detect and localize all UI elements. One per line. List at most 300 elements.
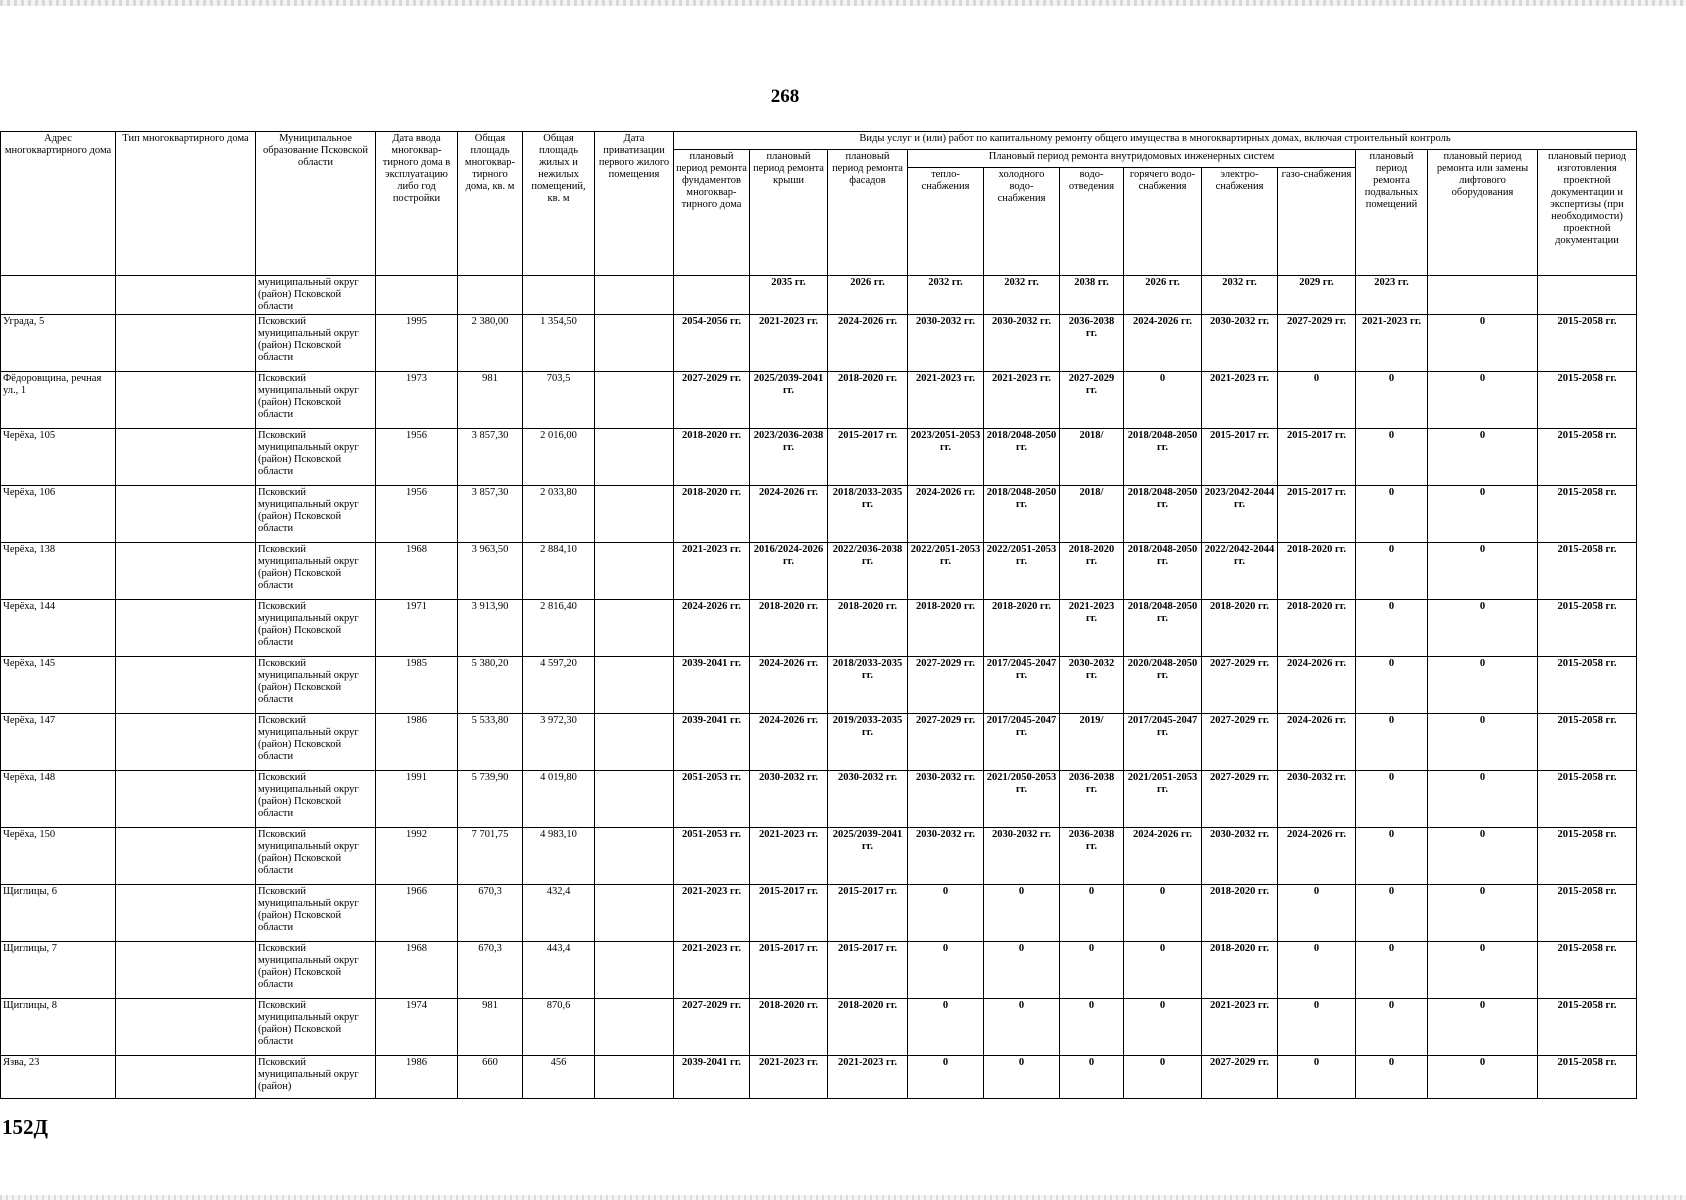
cell-cold-water: 0 (984, 885, 1060, 942)
table-body (1, 276, 1637, 1099)
header-facade: плановый период ремонта фасадов (828, 150, 908, 276)
cell-heat: 2027-2029 гг. (908, 657, 984, 714)
scan-edge-bottom (0, 1195, 1686, 1200)
cell-living-area (523, 276, 595, 315)
cell-elevator: 0 (1428, 714, 1538, 771)
cell-privatization (595, 315, 674, 372)
cell-electric: 2018-2020 гг. (1202, 885, 1278, 942)
cell-address: Черёха, 145 (1, 657, 116, 714)
cell-total-area: 3 913,90 (458, 600, 523, 657)
cell-living-area: 4 019,80 (523, 771, 595, 828)
cell-cold-water: 2022/2051-2053 гг. (984, 543, 1060, 600)
cell-foundation: 2021-2023 гг. (674, 942, 750, 999)
cell-address: Черёха, 148 (1, 771, 116, 828)
cell-basement: 0 (1356, 885, 1428, 942)
cell-sewer: 2038 гг. (1060, 276, 1124, 315)
cell-basement: 0 (1356, 714, 1428, 771)
cell-year: 1968 (376, 942, 458, 999)
cell-address: Щиглицы, 8 (1, 999, 116, 1056)
header-roof: плановый период ремонта крыши (750, 150, 828, 276)
cell-living-area: 456 (523, 1056, 595, 1099)
header-total-area: Общая площадь многоквар-тирного дома, кв. м (458, 132, 523, 276)
cell-foundation: 2051-2053 гг. (674, 828, 750, 885)
cell-cold-water: 2021-2023 гг. (984, 372, 1060, 429)
cell-sewer: 0 (1060, 942, 1124, 999)
cell-sewer: 2030-2032 гг. (1060, 657, 1124, 714)
cell-privatization (595, 942, 674, 999)
cell-design (1538, 276, 1637, 315)
cell-gas: 2030-2032 гг. (1278, 771, 1356, 828)
cell-total-area: 670,3 (458, 885, 523, 942)
cell-year: 1992 (376, 828, 458, 885)
cell-privatization (595, 372, 674, 429)
cell-elevator: 0 (1428, 1056, 1538, 1099)
cell-municipality: муниципальный округ (район) Псковской области (256, 276, 376, 315)
cell-elevator: 0 (1428, 999, 1538, 1056)
cell-living-area: 2 033,80 (523, 486, 595, 543)
cell-roof: 2021-2023 гг. (750, 315, 828, 372)
cell-electric: 2021-2023 гг. (1202, 999, 1278, 1056)
header-works-group: Виды услуг и (или) работ по капитальному ремонту общего имущества в многоквартирных домах, включая строительный контроль (674, 132, 1637, 150)
cell-foundation: 2039-2041 гг. (674, 714, 750, 771)
cell-hot-water: 2018/2048-2050 гг. (1124, 486, 1202, 543)
cell-year: 1956 (376, 486, 458, 543)
cell-cold-water: 2021/2050-2053 гг. (984, 771, 1060, 828)
cell-heat: 2022/2051-2053 гг. (908, 543, 984, 600)
cell-design: 2015-2058 гг. (1538, 771, 1637, 828)
cell-municipality: Псковский муниципальный округ (район) Псковской области (256, 372, 376, 429)
table-row (1, 999, 1637, 1056)
cell-foundation: 2054-2056 гг. (674, 315, 750, 372)
table-row (1, 486, 1637, 543)
cell-hot-water: 2018/2048-2050 гг. (1124, 543, 1202, 600)
cell-municipality: Псковский муниципальный округ (район) Псковской области (256, 885, 376, 942)
cell-cold-water: 2032 гг. (984, 276, 1060, 315)
cell-cold-water: 2030-2032 гг. (984, 315, 1060, 372)
cell-design: 2015-2058 гг. (1538, 657, 1637, 714)
cell-elevator: 0 (1428, 600, 1538, 657)
cell-heat: 2024-2026 гг. (908, 486, 984, 543)
cell-total-area: 7 701,75 (458, 828, 523, 885)
cell-privatization (595, 600, 674, 657)
cell-hot-water: 0 (1124, 1056, 1202, 1099)
cell-house-type (116, 714, 256, 771)
cell-foundation: 2021-2023 гг. (674, 543, 750, 600)
cell-cold-water: 0 (984, 942, 1060, 999)
cell-basement: 0 (1356, 429, 1428, 486)
cell-elevator: 0 (1428, 942, 1538, 999)
cell-facade: 2015-2017 гг. (828, 885, 908, 942)
cell-municipality: Псковский муниципальный округ (район) (256, 1056, 376, 1099)
scan-edge-top (0, 0, 1686, 6)
header-address: Адрес многоквартирного дома (1, 132, 116, 276)
cell-house-type (116, 543, 256, 600)
cell-gas: 2029 гг. (1278, 276, 1356, 315)
cell-basement: 0 (1356, 999, 1428, 1056)
table-row (1, 372, 1637, 429)
cell-facade: 2018-2020 гг. (828, 600, 908, 657)
cell-facade: 2018/2033-2035 гг. (828, 486, 908, 543)
cell-municipality: Псковский муниципальный округ (район) Псковской области (256, 942, 376, 999)
cell-roof: 2016/2024-2026 гг. (750, 543, 828, 600)
table-row (1, 828, 1637, 885)
cell-facade: 2015-2017 гг. (828, 429, 908, 486)
cell-address: Черёха, 138 (1, 543, 116, 600)
cell-design: 2015-2058 гг. (1538, 543, 1637, 600)
cell-heat: 2030-2032 гг. (908, 828, 984, 885)
cell-sewer: 2036-2038 гг. (1060, 771, 1124, 828)
cell-total-area: 5 533,80 (458, 714, 523, 771)
cell-address: Щиглицы, 7 (1, 942, 116, 999)
cell-gas: 2015-2017 гг. (1278, 486, 1356, 543)
cell-gas: 0 (1278, 942, 1356, 999)
cell-hot-water: 2018/2048-2050 гг. (1124, 600, 1202, 657)
header-living-area: Общая площадь жилых и нежилых помещений, кв. м (523, 132, 595, 276)
cell-municipality: Псковский муниципальный округ (район) Псковской области (256, 771, 376, 828)
cell-electric: 2023/2042-2044 гг. (1202, 486, 1278, 543)
cell-hot-water: 0 (1124, 942, 1202, 999)
cell-year: 1991 (376, 771, 458, 828)
cell-foundation: 2024-2026 гг. (674, 600, 750, 657)
cell-gas: 0 (1278, 372, 1356, 429)
header-sewer: водо-отведения (1060, 168, 1124, 276)
cell-living-area: 4 983,10 (523, 828, 595, 885)
cell-heat: 2030-2032 гг. (908, 771, 984, 828)
cell-elevator: 0 (1428, 885, 1538, 942)
cell-year: 1995 (376, 315, 458, 372)
cell-address: Черёха, 144 (1, 600, 116, 657)
cell-hot-water: 0 (1124, 999, 1202, 1056)
capital-repair-table (0, 131, 1637, 1099)
cell-gas: 0 (1278, 1056, 1356, 1099)
cell-living-area: 2 816,40 (523, 600, 595, 657)
cell-house-type (116, 885, 256, 942)
cell-roof: 2035 гг. (750, 276, 828, 315)
cell-foundation: 2039-2041 гг. (674, 1056, 750, 1099)
cell-total-area: 3 963,50 (458, 543, 523, 600)
cell-electric: 2018-2020 гг. (1202, 942, 1278, 999)
cell-electric: 2022/2042-2044 гг. (1202, 543, 1278, 600)
cell-hot-water: 2017/2045-2047 гг. (1124, 714, 1202, 771)
cell-design: 2015-2058 гг. (1538, 429, 1637, 486)
header-gas: газо-снабжения (1278, 168, 1356, 276)
cell-design: 2015-2058 гг. (1538, 942, 1637, 999)
cell-elevator: 0 (1428, 429, 1538, 486)
cell-house-type (116, 372, 256, 429)
cell-basement: 0 (1356, 600, 1428, 657)
cell-foundation: 2051-2053 гг. (674, 771, 750, 828)
cell-year: 1974 (376, 999, 458, 1056)
cell-design: 2015-2058 гг. (1538, 885, 1637, 942)
cell-design: 2015-2058 гг. (1538, 600, 1637, 657)
cell-hot-water: 2024-2026 гг. (1124, 315, 1202, 372)
cell-total-area: 5 739,90 (458, 771, 523, 828)
cell-year: 1966 (376, 885, 458, 942)
cell-total-area: 5 380,20 (458, 657, 523, 714)
cell-privatization (595, 429, 674, 486)
cell-address: Уграда, 5 (1, 315, 116, 372)
cell-sewer: 2019/ (1060, 714, 1124, 771)
cell-hot-water: 2021/2051-2053 гг. (1124, 771, 1202, 828)
cell-design: 2015-2058 гг. (1538, 486, 1637, 543)
cell-basement: 2021-2023 гг. (1356, 315, 1428, 372)
cell-basement: 0 (1356, 543, 1428, 600)
cell-privatization (595, 771, 674, 828)
cell-address: Черёха, 105 (1, 429, 116, 486)
cell-year: 1956 (376, 429, 458, 486)
cell-gas: 2015-2017 гг. (1278, 429, 1356, 486)
cell-facade: 2018-2020 гг. (828, 372, 908, 429)
cell-sewer: 2021-2023 гг. (1060, 600, 1124, 657)
cell-facade: 2019/2033-2035 гг. (828, 714, 908, 771)
cell-house-type (116, 942, 256, 999)
cell-sewer: 2018/ (1060, 486, 1124, 543)
cell-year: 1968 (376, 543, 458, 600)
cell-electric: 2027-2029 гг. (1202, 657, 1278, 714)
cell-facade: 2026 гг. (828, 276, 908, 315)
table-row (1, 315, 1637, 372)
cell-living-area: 432,4 (523, 885, 595, 942)
cell-total-area: 981 (458, 999, 523, 1056)
cell-cold-water: 2018/2048-2050 гг. (984, 486, 1060, 543)
cell-elevator: 0 (1428, 771, 1538, 828)
cell-elevator (1428, 276, 1538, 315)
header-privatization-date: Дата приватизации первого жилого помещения (595, 132, 674, 276)
cell-foundation (674, 276, 750, 315)
header-house-type: Тип многоквартирного дома (116, 132, 256, 276)
cell-cold-water: 2030-2032 гг. (984, 828, 1060, 885)
cell-house-type (116, 276, 256, 315)
cell-facade: 2025/2039-2041 гг. (828, 828, 908, 885)
table-row (1, 1056, 1637, 1099)
cell-year (376, 276, 458, 315)
cell-roof: 2015-2017 гг. (750, 885, 828, 942)
cell-hot-water: 2026 гг. (1124, 276, 1202, 315)
cell-living-area: 1 354,50 (523, 315, 595, 372)
cell-cold-water: 2018/2048-2050 гг. (984, 429, 1060, 486)
cell-living-area: 703,5 (523, 372, 595, 429)
cell-year: 1986 (376, 714, 458, 771)
cell-electric: 2018-2020 гг. (1202, 600, 1278, 657)
cell-total-area (458, 276, 523, 315)
table-row (1, 429, 1637, 486)
cell-cold-water: 2017/2045-2047 гг. (984, 714, 1060, 771)
cell-house-type (116, 486, 256, 543)
table-row (1, 600, 1637, 657)
cell-privatization (595, 486, 674, 543)
cell-year: 1986 (376, 1056, 458, 1099)
cell-address: Щиглицы, 6 (1, 885, 116, 942)
cell-address: Язва, 23 (1, 1056, 116, 1099)
cell-living-area: 2 016,00 (523, 429, 595, 486)
cell-total-area: 3 857,30 (458, 429, 523, 486)
cell-total-area: 981 (458, 372, 523, 429)
cell-sewer: 0 (1060, 1056, 1124, 1099)
header-elevator: плановый период ремонта или замены лифтового оборудования (1428, 150, 1538, 276)
cell-privatization (595, 714, 674, 771)
cell-municipality: Псковский муниципальный округ (район) Псковской области (256, 600, 376, 657)
footer-code: 152Д (2, 1115, 48, 1139)
cell-house-type (116, 600, 256, 657)
cell-roof: 2025/2039-2041 гг. (750, 372, 828, 429)
header-municipality: Муниципальное образование Псковской области (256, 132, 376, 276)
cell-electric: 2021-2023 гг. (1202, 372, 1278, 429)
cell-municipality: Псковский муниципальный округ (район) Псковской области (256, 999, 376, 1056)
cell-elevator: 0 (1428, 543, 1538, 600)
page-number: 268 (770, 86, 800, 107)
cell-facade: 2030-2032 гг. (828, 771, 908, 828)
cell-foundation: 2021-2023 гг. (674, 885, 750, 942)
cell-design: 2015-2058 гг. (1538, 1056, 1637, 1099)
cell-facade: 2015-2017 гг. (828, 942, 908, 999)
cell-municipality: Псковский муниципальный округ (район) Псковской области (256, 429, 376, 486)
cell-gas: 0 (1278, 885, 1356, 942)
cell-foundation: 2018-2020 гг. (674, 486, 750, 543)
cell-living-area: 3 972,30 (523, 714, 595, 771)
cell-privatization (595, 885, 674, 942)
cell-basement: 0 (1356, 1056, 1428, 1099)
cell-roof: 2018-2020 гг. (750, 600, 828, 657)
cell-municipality: Псковский муниципальный округ (район) Псковской области (256, 657, 376, 714)
cell-house-type (116, 828, 256, 885)
cell-design: 2015-2058 гг. (1538, 999, 1637, 1056)
cell-foundation: 2039-2041 гг. (674, 657, 750, 714)
cell-gas: 2027-2029 гг. (1278, 315, 1356, 372)
cell-basement: 0 (1356, 486, 1428, 543)
cell-privatization (595, 276, 674, 315)
table-row (1, 714, 1637, 771)
cell-hot-water: 2018/2048-2050 гг. (1124, 429, 1202, 486)
cell-elevator: 0 (1428, 486, 1538, 543)
cell-total-area: 670,3 (458, 942, 523, 999)
cell-living-area: 4 597,20 (523, 657, 595, 714)
cell-gas: 2024-2026 гг. (1278, 828, 1356, 885)
cell-sewer: 0 (1060, 885, 1124, 942)
header-hot-water: горячего водо-снабжения (1124, 168, 1202, 276)
cell-design: 2015-2058 гг. (1538, 315, 1637, 372)
cell-elevator: 0 (1428, 657, 1538, 714)
cell-elevator: 0 (1428, 828, 1538, 885)
cell-sewer: 0 (1060, 999, 1124, 1056)
cell-sewer: 2027-2029 гг. (1060, 372, 1124, 429)
cell-sewer: 2036-2038 гг. (1060, 315, 1124, 372)
cell-privatization (595, 828, 674, 885)
cell-basement: 2023 гг. (1356, 276, 1428, 315)
cell-electric: 2027-2029 гг. (1202, 771, 1278, 828)
cell-basement: 0 (1356, 657, 1428, 714)
cell-address: Фёдоровщина, речная ул., 1 (1, 372, 116, 429)
cell-hot-water: 2024-2026 гг. (1124, 828, 1202, 885)
header-engineering-group: Плановый период ремонта внутридомовых инженерных систем (908, 150, 1356, 168)
cell-year: 1985 (376, 657, 458, 714)
cell-roof: 2023/2036-2038 гг. (750, 429, 828, 486)
cell-heat: 2018-2020 гг. (908, 600, 984, 657)
cell-basement: 0 (1356, 942, 1428, 999)
table-row (1, 657, 1637, 714)
cell-address (1, 276, 116, 315)
cell-roof: 2024-2026 гг. (750, 486, 828, 543)
cell-cold-water: 2017/2045-2047 гг. (984, 657, 1060, 714)
cell-hot-water: 0 (1124, 885, 1202, 942)
cell-heat: 2032 гг. (908, 276, 984, 315)
cell-privatization (595, 1056, 674, 1099)
cell-gas: 2018-2020 гг. (1278, 600, 1356, 657)
cell-electric: 2032 гг. (1202, 276, 1278, 315)
cell-address: Черёха, 106 (1, 486, 116, 543)
header-foundation: плановый период ремонта фундаментов многоквар-тирного дома (674, 150, 750, 276)
cell-facade: 2018/2033-2035 гг. (828, 657, 908, 714)
cell-roof: 2024-2026 гг. (750, 714, 828, 771)
cell-heat: 2021-2023 гг. (908, 372, 984, 429)
cell-roof: 2030-2032 гг. (750, 771, 828, 828)
cell-elevator: 0 (1428, 372, 1538, 429)
cell-privatization (595, 657, 674, 714)
cell-hot-water: 0 (1124, 372, 1202, 429)
table-row (1, 942, 1637, 999)
header-design-docs: плановый период изготовления проектной документации и экспертизы (при необходимости) проектной документации (1538, 150, 1637, 276)
header-electric: электро-снабжения (1202, 168, 1278, 276)
cell-roof: 2021-2023 гг. (750, 1056, 828, 1099)
cell-hot-water: 2020/2048-2050 гг. (1124, 657, 1202, 714)
cell-electric: 2027-2029 гг. (1202, 1056, 1278, 1099)
cell-total-area: 3 857,30 (458, 486, 523, 543)
cell-basement: 0 (1356, 372, 1428, 429)
table-row (1, 276, 1637, 315)
header-heat: тепло-снабжения (908, 168, 984, 276)
cell-municipality: Псковский муниципальный округ (район) Псковской области (256, 486, 376, 543)
cell-electric: 2030-2032 гг. (1202, 315, 1278, 372)
cell-electric: 2030-2032 гг. (1202, 828, 1278, 885)
cell-facade: 2024-2026 гг. (828, 315, 908, 372)
cell-design: 2015-2058 гг. (1538, 714, 1637, 771)
cell-year: 1971 (376, 600, 458, 657)
cell-facade: 2021-2023 гг. (828, 1056, 908, 1099)
cell-house-type (116, 315, 256, 372)
cell-sewer: 2018-2020 гг. (1060, 543, 1124, 600)
cell-living-area: 2 884,10 (523, 543, 595, 600)
cell-foundation: 2027-2029 гг. (674, 372, 750, 429)
cell-house-type (116, 771, 256, 828)
cell-electric: 2027-2029 гг. (1202, 714, 1278, 771)
cell-municipality: Псковский муниципальный округ (район) Псковской области (256, 315, 376, 372)
cell-municipality: Псковский муниципальный округ (район) Псковской области (256, 828, 376, 885)
cell-heat: 0 (908, 1056, 984, 1099)
cell-living-area: 443,4 (523, 942, 595, 999)
cell-municipality: Псковский муниципальный округ (район) Псковской области (256, 543, 376, 600)
cell-gas: 0 (1278, 999, 1356, 1056)
cell-electric: 2015-2017 гг. (1202, 429, 1278, 486)
cell-facade: 2022/2036-2038 гг. (828, 543, 908, 600)
cell-heat: 2030-2032 гг. (908, 315, 984, 372)
cell-municipality: Псковский муниципальный округ (район) Псковской области (256, 714, 376, 771)
cell-privatization (595, 543, 674, 600)
cell-roof: 2024-2026 гг. (750, 657, 828, 714)
header-basement: плановый период ремонта подвальных помещений (1356, 150, 1428, 276)
cell-elevator: 0 (1428, 315, 1538, 372)
cell-house-type (116, 657, 256, 714)
cell-cold-water: 0 (984, 1056, 1060, 1099)
cell-foundation: 2027-2029 гг. (674, 999, 750, 1056)
cell-heat: 2023/2051-2053 гг. (908, 429, 984, 486)
cell-total-area: 2 380,00 (458, 315, 523, 372)
cell-living-area: 870,6 (523, 999, 595, 1056)
cell-house-type (116, 1056, 256, 1099)
cell-heat: 0 (908, 942, 984, 999)
cell-address: Черёха, 147 (1, 714, 116, 771)
cell-roof: 2015-2017 гг. (750, 942, 828, 999)
cell-heat: 0 (908, 885, 984, 942)
cell-gas: 2024-2026 гг. (1278, 714, 1356, 771)
